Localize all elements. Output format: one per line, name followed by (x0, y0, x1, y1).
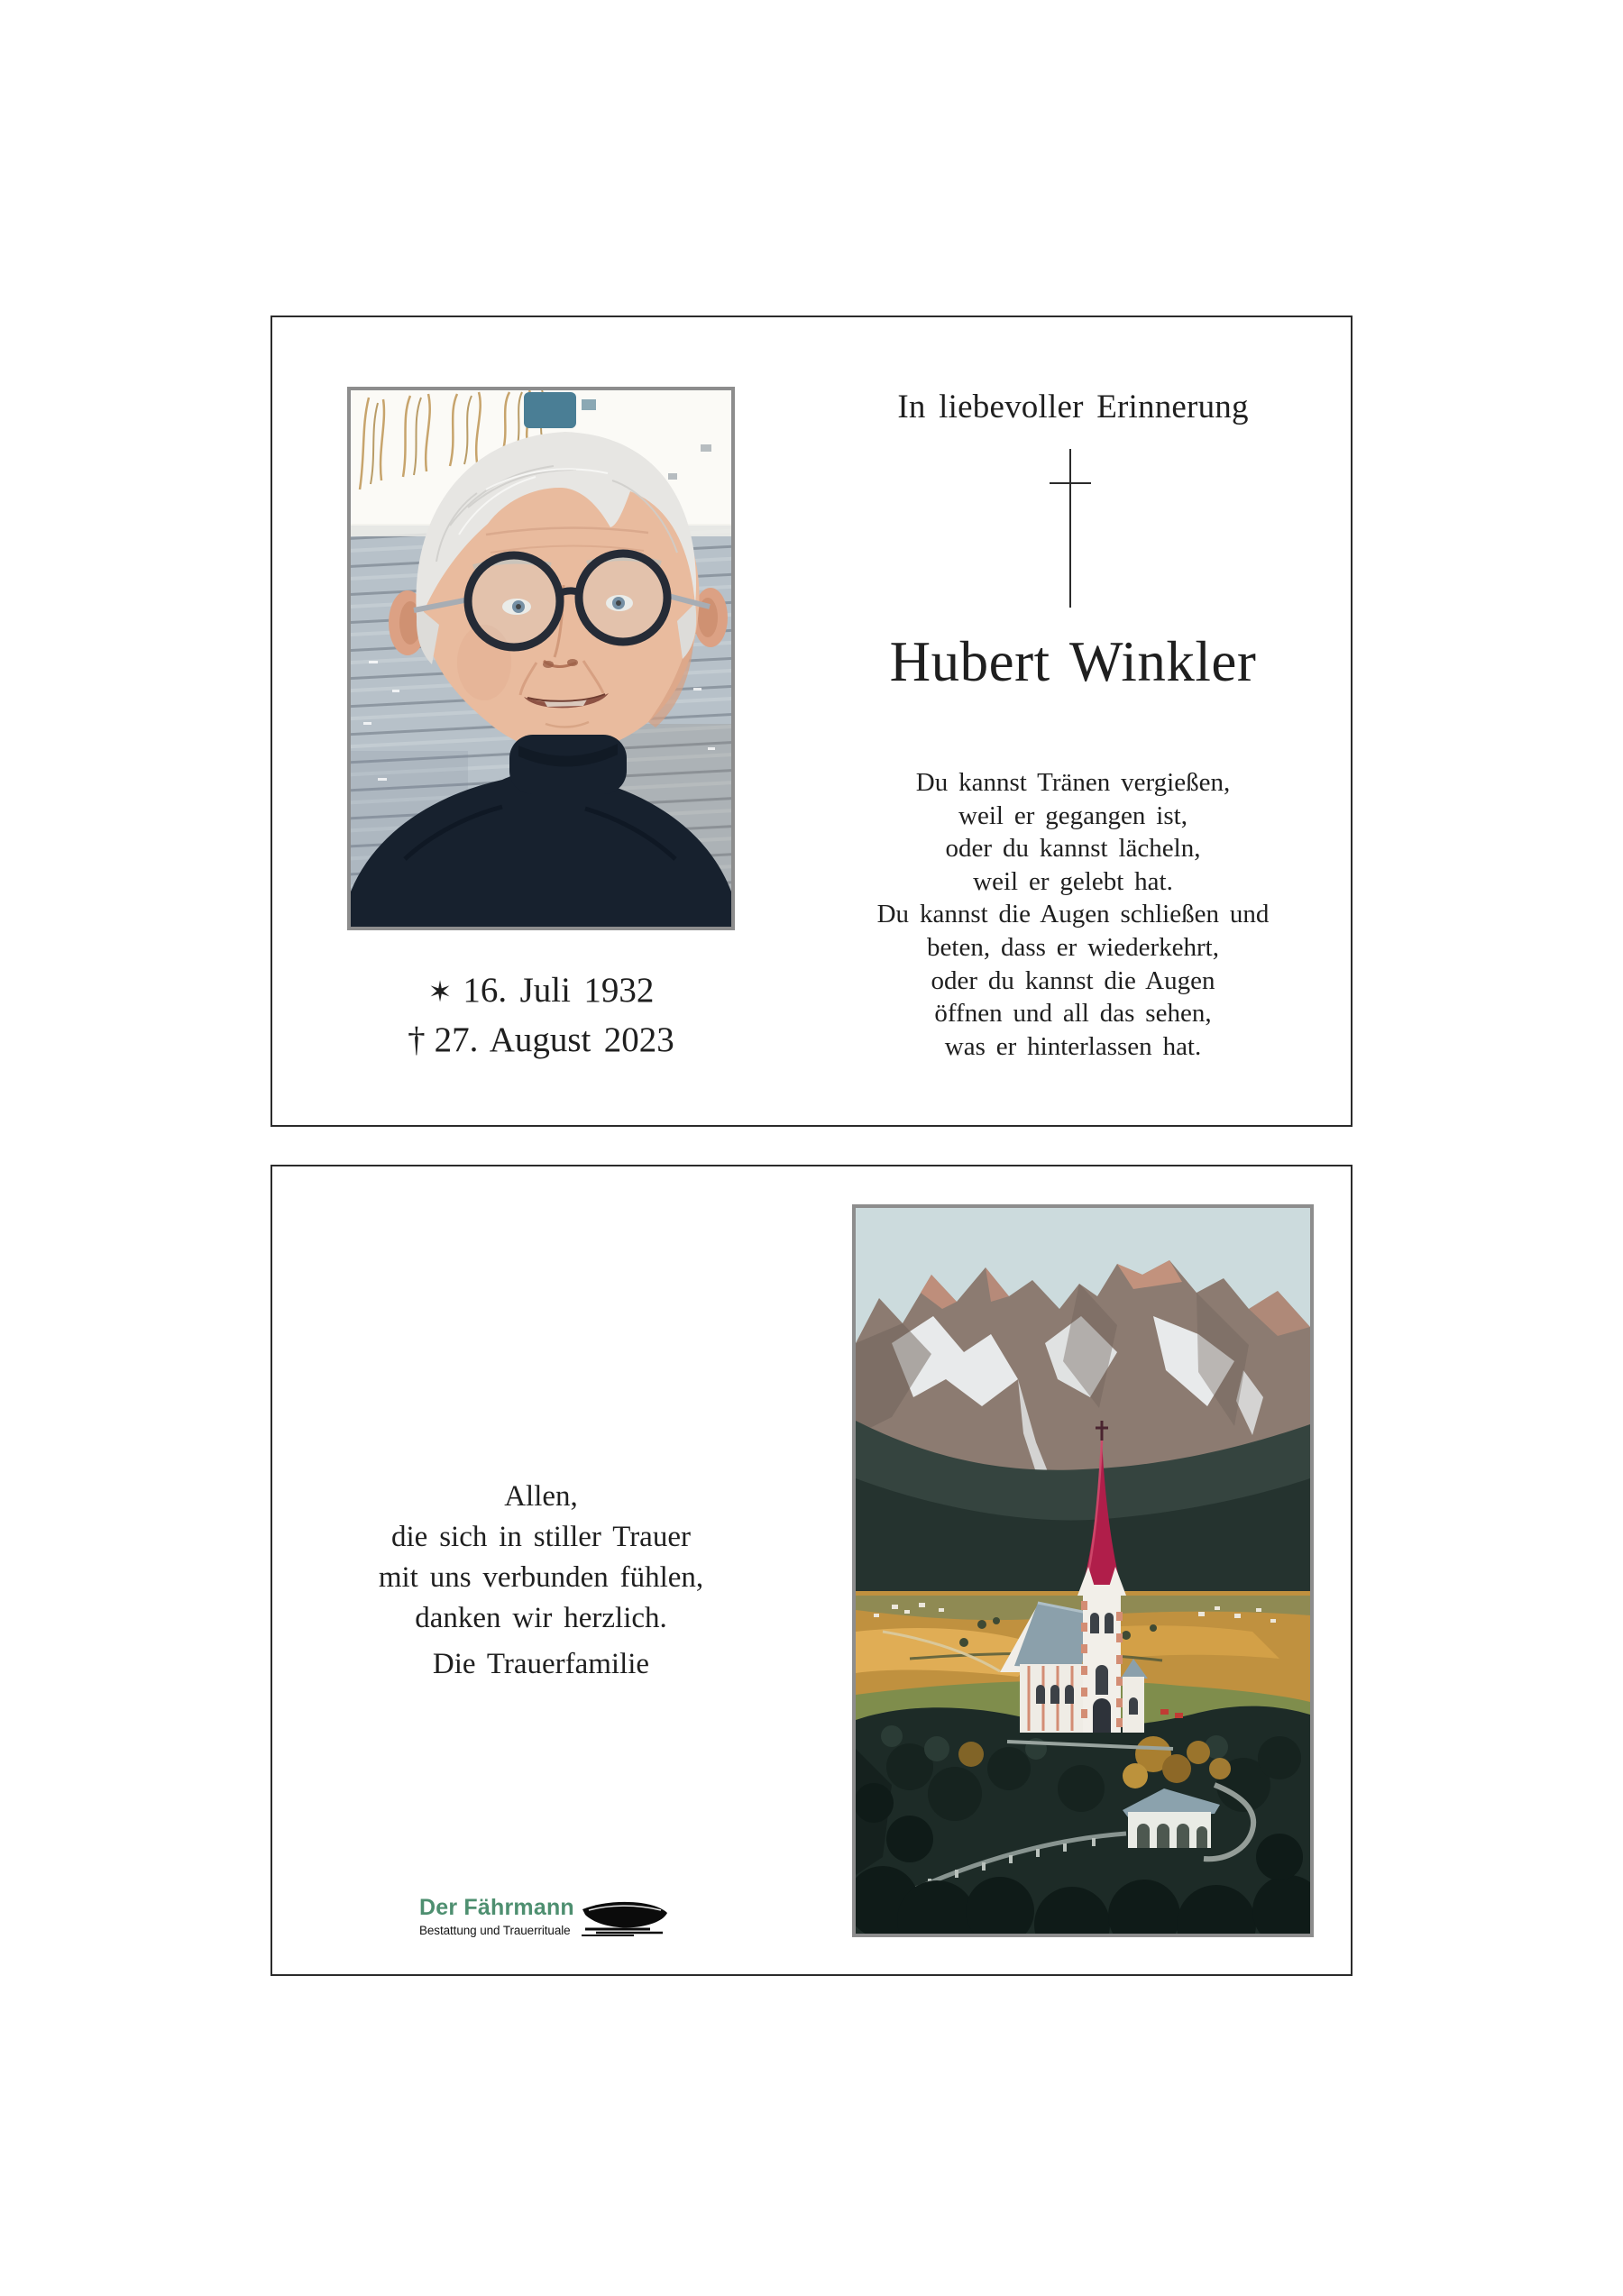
cross-horizontal-bar (1050, 482, 1091, 484)
thanks-line: danken wir herzlich. (415, 1602, 667, 1634)
thanks-line: Allen, (504, 1480, 578, 1513)
life-dates (280, 966, 802, 1064)
logo-title: Der Fährmann (419, 1895, 574, 1920)
logo-tagline: Bestattung und Trauerrituale (419, 1924, 571, 1937)
deceased-name: Hubert Winkler (889, 630, 1257, 693)
funeral-home-logo (419, 1895, 834, 1949)
memorial-poem (812, 766, 1334, 1063)
birth-date: 16. Juli 1932 (463, 971, 655, 1010)
distant-blue-roof (524, 392, 576, 428)
thanks-line: die sich in stiller Trauer (391, 1521, 691, 1553)
family-signature: Die Trauerfamilie (432, 1648, 650, 1680)
cross-vertical-bar (1069, 449, 1071, 608)
death-cross-icon: † (408, 1020, 426, 1059)
ferry-boat-icon (580, 1898, 670, 1936)
thanks-text (280, 1477, 802, 1685)
church-photo (852, 1204, 1314, 1937)
death-date: 27. August 2023 (434, 1020, 674, 1059)
poem-line: oder du kannst die Augen (931, 965, 1215, 995)
poem-line: Du kannst die Augen schließen und (876, 900, 1270, 929)
portrait-photo (347, 387, 735, 930)
portrait-photo-illustration (351, 390, 731, 927)
poem-line: weil er gelebt hat. (973, 866, 1173, 896)
birth-date-line (280, 966, 802, 1016)
poem-line: oder du kannst lächeln, (945, 834, 1201, 864)
birth-star-icon: ✶ (427, 974, 453, 1009)
poem-line: weil er gegangen ist, (958, 800, 1187, 830)
memorial-heading: In liebevoller Erinnerung (897, 389, 1249, 425)
church-photo-illustration (856, 1208, 1310, 1934)
poem-line: beten, dass er wiederkehrt, (927, 932, 1219, 962)
card-back (270, 1165, 1352, 1976)
death-date-line (280, 1016, 802, 1064)
memorial-cross-icon (1050, 449, 1091, 608)
poem-line: was er hinterlassen hat. (944, 1031, 1202, 1061)
thanks-line: mit uns verbunden fühlen, (378, 1561, 704, 1594)
poem-line: öffnen und all das sehen, (934, 999, 1212, 1029)
poem-line: Du kannst Tränen vergießen, (915, 768, 1231, 797)
card-front (270, 316, 1352, 1127)
